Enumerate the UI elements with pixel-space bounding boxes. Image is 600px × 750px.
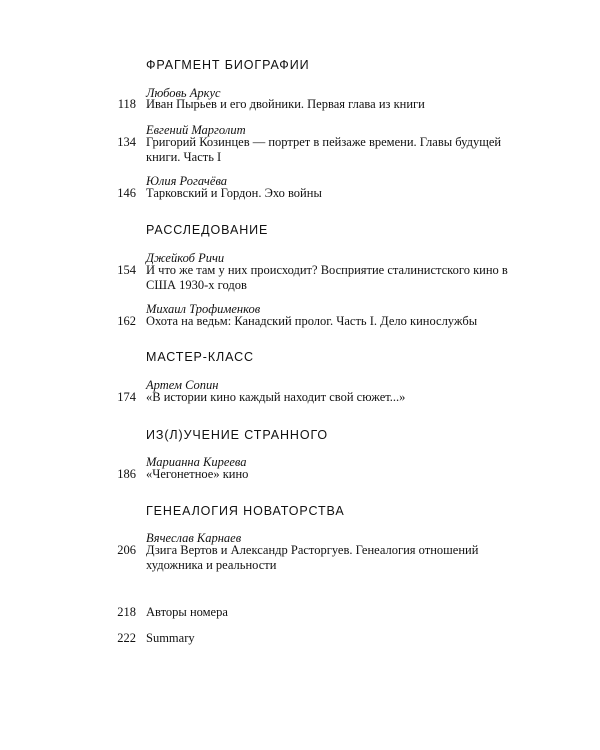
section-heading-master-class: МАСТЕР-КЛАСС bbox=[146, 350, 254, 364]
entry-page-number: 162 bbox=[117, 314, 136, 328]
entry-author: Михаил Трофименков bbox=[146, 302, 261, 316]
entry-title: И что же там у них происходит? Восприятие сталинистского кино в США 1930-х годов bbox=[146, 263, 508, 292]
entry-page-number: 206 bbox=[117, 543, 136, 557]
entry-title: «В истории кино каждый находит свой сюжет...» bbox=[146, 390, 406, 404]
entry-author: Юлия Рогачёва bbox=[146, 174, 228, 188]
entry-title: Дзига Вертов и Александр Расторгуев. Генеалогия отношений художника и реальности bbox=[146, 543, 479, 572]
entry-title: Иван Пырьев и его двойники. Первая глава из книги bbox=[146, 97, 425, 111]
section-heading-investigation: РАССЛЕДОВАНИЕ bbox=[146, 223, 269, 237]
entry-page-number: 134 bbox=[117, 135, 136, 149]
entry-page-number: 186 bbox=[117, 467, 136, 481]
back-matter-title: Summary bbox=[146, 631, 195, 645]
back-matter-page-number: 222 bbox=[117, 631, 136, 645]
entry-title: Григорий Козинцев — портрет в пейзаже времени. Главы будущей книги. Часть I bbox=[146, 135, 502, 164]
entry-page-number: 146 bbox=[117, 186, 136, 200]
section-heading-biography: ФРАГМЕНТ БИОГРАФИИ bbox=[146, 58, 310, 72]
entry-title: Охота на ведьм: Канадский пролог. Часть I. Дело кинослужбы bbox=[146, 314, 478, 328]
entry-author: Вячеслав Карнаев bbox=[146, 531, 242, 545]
entry-author: Евгений Марголит bbox=[146, 123, 246, 137]
entry-author: Любовь Аркус bbox=[146, 86, 221, 100]
section-heading-genealogy: ГЕНЕАЛОГИЯ НОВАТОРСТВА bbox=[146, 504, 345, 518]
entry-author: Марианна Киреева bbox=[146, 455, 247, 469]
entry-title: «Чегонетное» кино bbox=[146, 467, 249, 481]
back-matter-page-number: 218 bbox=[117, 605, 136, 619]
entry-author: Джейкоб Ричи bbox=[146, 251, 225, 265]
entry-author: Артем Сопин bbox=[146, 378, 219, 392]
back-matter-title: Авторы номера bbox=[146, 605, 228, 619]
entry-page-number: 154 bbox=[117, 263, 136, 277]
section-heading-strange: ИЗ(Л)УЧЕНИЕ СТРАННОГО bbox=[146, 428, 329, 442]
entry-page-number: 174 bbox=[117, 390, 136, 404]
entry-page-number: 118 bbox=[117, 97, 136, 111]
entry-title: Тарковский и Гордон. Эхо войны bbox=[146, 186, 322, 200]
